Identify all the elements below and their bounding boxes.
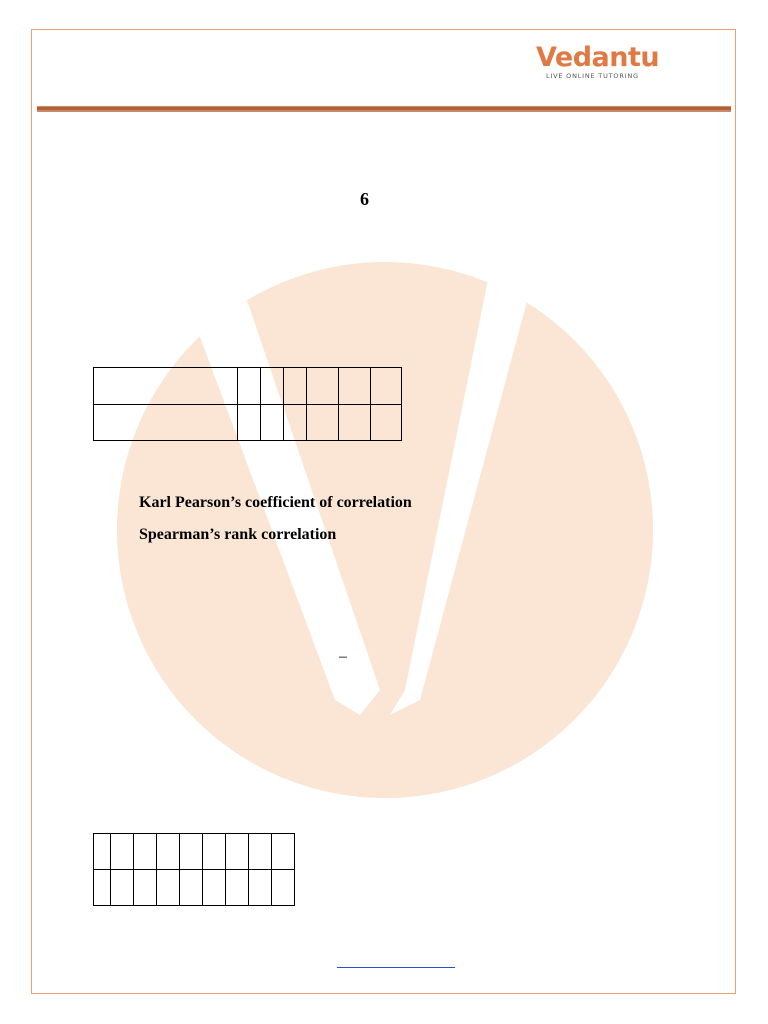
table-cell bbox=[134, 870, 157, 906]
dash-mark: – bbox=[339, 648, 347, 665]
table-cell bbox=[94, 405, 238, 441]
header-divider bbox=[37, 106, 731, 112]
table-cell bbox=[180, 834, 203, 870]
table-cell bbox=[94, 870, 111, 906]
table-cell bbox=[307, 368, 339, 405]
table-cell bbox=[249, 834, 272, 870]
footer-link[interactable] bbox=[337, 967, 455, 968]
vedantu-logo: Vedantu bbox=[536, 42, 660, 73]
table-cell bbox=[203, 834, 226, 870]
table-cell bbox=[284, 368, 307, 405]
table-cell bbox=[111, 834, 134, 870]
table-cell bbox=[371, 368, 402, 405]
table-cell bbox=[339, 368, 371, 405]
table-cell bbox=[261, 405, 284, 441]
table-cell bbox=[180, 870, 203, 906]
table-cell bbox=[284, 405, 307, 441]
table-cell bbox=[134, 834, 157, 870]
table-cell bbox=[226, 834, 249, 870]
table-cell bbox=[203, 870, 226, 906]
table-row bbox=[94, 834, 295, 870]
table-cell bbox=[157, 870, 180, 906]
table-cell bbox=[111, 870, 134, 906]
data-table-2 bbox=[93, 833, 295, 906]
table-row bbox=[94, 870, 295, 906]
table-cell bbox=[371, 405, 402, 441]
table-cell bbox=[339, 405, 371, 441]
table-cell bbox=[261, 368, 284, 405]
data-table-1 bbox=[93, 367, 402, 441]
table-cell bbox=[226, 870, 249, 906]
table-cell bbox=[272, 870, 295, 906]
table-cell bbox=[272, 834, 295, 870]
table-cell bbox=[249, 870, 272, 906]
table-cell bbox=[94, 368, 238, 405]
page-number: 6 bbox=[360, 189, 369, 209]
table-cell bbox=[157, 834, 180, 870]
logo-tagline: LIVE ONLINE TUTORING bbox=[546, 72, 639, 80]
table-row bbox=[94, 405, 402, 441]
table-cell bbox=[94, 834, 111, 870]
table-row bbox=[94, 368, 402, 405]
heading-karl-pearson: Karl Pearson’s coefficient of correlation bbox=[139, 494, 412, 511]
table-cell bbox=[238, 405, 261, 441]
table-cell bbox=[307, 405, 339, 441]
heading-spearman: Spearman’s rank correlation bbox=[139, 526, 337, 543]
table-cell bbox=[238, 368, 261, 405]
